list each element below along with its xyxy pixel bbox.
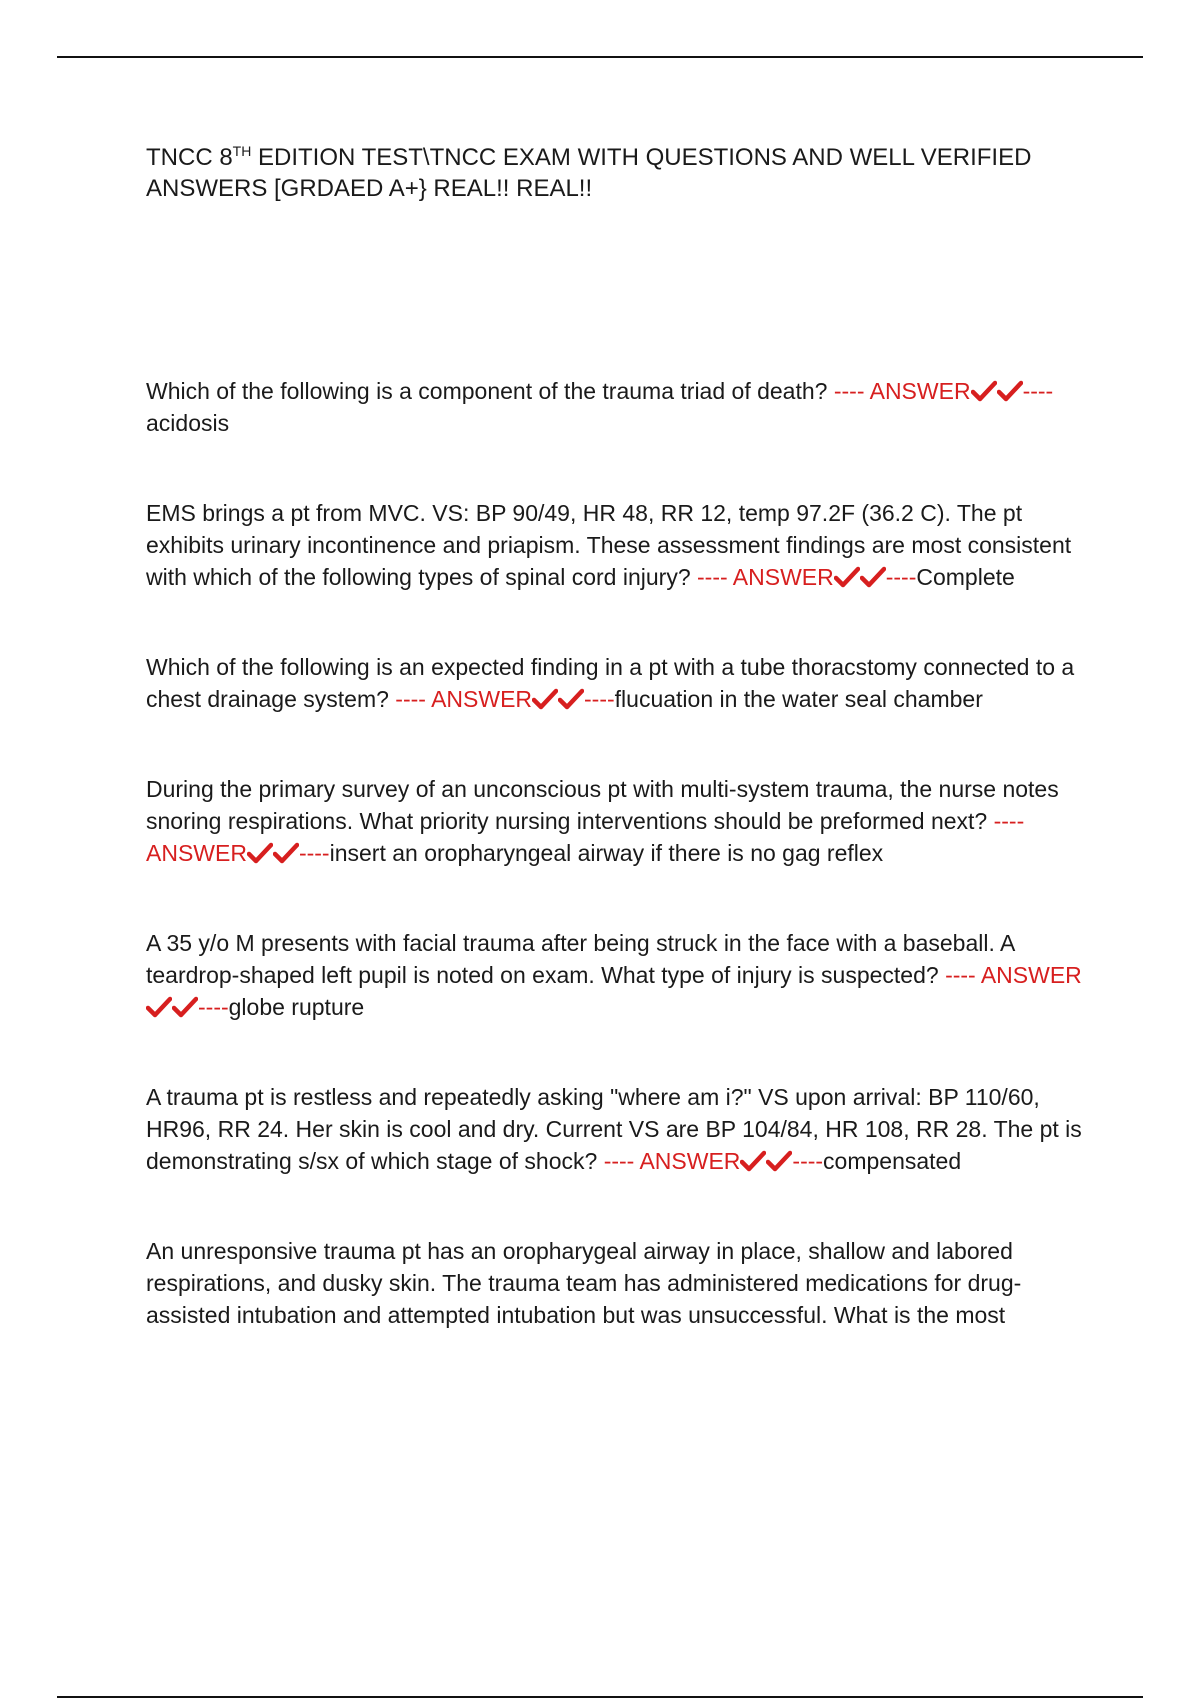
question-text: A 35 y/o M presents with facial trauma after being struck in the face with a baseball. A teardrop-shaped left pupil is noted on exam. What type of injury is suspected?	[146, 930, 1015, 988]
question-text: During the primary survey of an unconscious pt with multi-system trauma, the nurse notes snoring respirations. What priority nursing interventions should be preformed next?	[146, 776, 1059, 834]
question-text: Which of the following is a component of the trauma triad of death?	[146, 378, 828, 404]
answer-dash-before: ----	[395, 686, 426, 712]
answer-label: ANSWER	[639, 1148, 741, 1174]
checkmark-icon	[146, 996, 172, 1018]
checkmark-icon	[273, 842, 299, 864]
bottom-rule	[57, 1696, 1143, 1698]
answer-text: globe rupture	[228, 994, 365, 1020]
question-text: Which of the following is an expected finding in a pt with a tube thoracstomy connected to a chest drainage system?	[146, 654, 1075, 712]
checkmark-icon	[740, 1150, 766, 1172]
qa-item	[146, 927, 1096, 1023]
title-superscript: TH	[232, 143, 252, 159]
checkmark-icon	[971, 380, 997, 402]
checkmark-icon	[834, 566, 860, 588]
qa-item	[146, 497, 1096, 593]
qa-item	[146, 773, 1096, 869]
answer-dash-before: ----	[993, 808, 1025, 834]
answer-label: ANSWER	[732, 564, 834, 590]
qa-item	[146, 1081, 1096, 1177]
answer-text: acidosis	[146, 410, 230, 436]
answer-label: ANSWER	[869, 378, 971, 404]
answer-text: insert an oropharyngeal airway if there is no gag reflex	[329, 840, 884, 866]
qa-item	[146, 375, 1096, 439]
answer-dash-after: ----	[885, 564, 917, 590]
answer-text: flucuation in the water seal chamber	[614, 686, 983, 712]
answer-dash-after: ----	[792, 1148, 824, 1174]
checkmark-icon	[558, 688, 584, 710]
top-rule	[57, 56, 1143, 58]
answer-dash-before: ----	[603, 1148, 635, 1174]
answer-label: ANSWER	[146, 840, 247, 866]
checkmark-icon	[997, 380, 1023, 402]
answer-dash-before: ----	[697, 564, 728, 590]
answer-text: Complete	[916, 564, 1015, 590]
answer-dash-after: ----	[584, 686, 615, 712]
answer-dash-before: ----	[945, 962, 976, 988]
answer-text: compensated	[823, 1148, 962, 1174]
question-text: An unresponsive trauma pt has an oropharygeal airway in place, shallow and labored respirations, and dusky skin. The trauma team has administered medications for drug-assisted intubation and attempted intubation but was unsuccessful. What is the most	[146, 1238, 1022, 1328]
checkmark-icon	[766, 1150, 792, 1172]
answer-dash-after: ----	[1022, 378, 1054, 404]
answer-dash-before: ----	[833, 378, 865, 404]
document-title: TNCC 8TH EDITION TEST\TNCC EXAM WITH QUESTIONS AND WELL VERIFIED ANSWERS [GRDAED A+} REAL!! REAL!!	[146, 143, 1032, 202]
answer-label: ANSWER	[980, 962, 1082, 988]
qa-item	[146, 1235, 1096, 1331]
answer-dash-after: ----	[198, 994, 229, 1020]
question-text: A trauma pt is restless and repeatedly asking "where am i?" VS upon arrival: BP 110/60, HR96, RR 24. Her skin is cool and dry. Current VS are BP 104/84, HR 108, RR 28. The pt is demonstrating s/sx of which stage of shock?	[146, 1084, 1082, 1174]
checkmark-icon	[860, 566, 886, 588]
checkmark-icon	[172, 996, 198, 1018]
question-text: EMS brings a pt from MVC. VS: BP 90/49, HR 48, RR 12, temp 97.2F (36.2 C). The pt exhibits urinary incontinence and priapism. These assessment findings are most consistent with which of the following types of spinal cord injury?	[146, 500, 1072, 590]
checkmark-icon	[247, 842, 273, 864]
answer-label: ANSWER	[431, 686, 533, 712]
document-body	[146, 142, 1096, 1331]
checkmark-icon	[532, 688, 558, 710]
qa-item	[146, 651, 1096, 715]
answer-dash-after: ----	[298, 840, 330, 866]
